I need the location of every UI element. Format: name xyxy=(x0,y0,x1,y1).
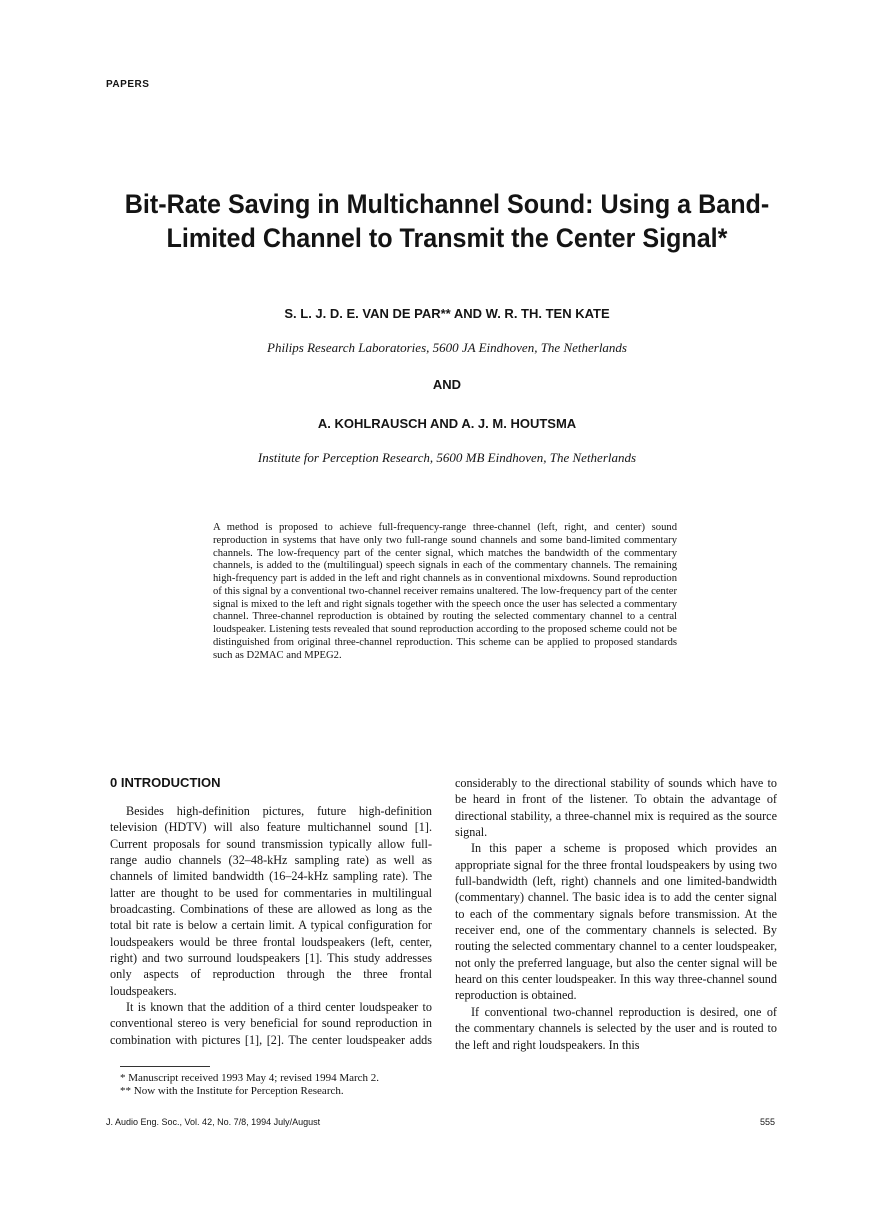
section-heading: 0 INTRODUCTION xyxy=(110,775,221,790)
paper-title: Bit-Rate Saving in Multichannel Sound: Using a Band-Limited Channel to Transmit the Center Signal* xyxy=(124,189,770,253)
body-column-left xyxy=(110,775,432,1048)
abstract: A method is proposed to achieve full-frequency-range three-channel (left, right, and center) sound reproduction in systems that have only two full-range sound channels and some band-limited commentary channels. The low-frequency part of the center signal, which matches the bandwidth of the commentary channels, is added to the (multilingual) speech signals in each of the commentary channels. The remaining high-frequency part is added in the left and right channels as in conventional mixdowns. Sound reproduction of this signal by a conventional two-channel receiver remains unaltered. The low-frequency part of the center signal is mixed to the left and right signals together with the speech once the user has selected a commentary channel. Three-channel reproduction is obtained by routing the selected commentary channel to a central loudspeaker. Listening tests revealed that sound reproduction according to the proposed scheme could not be distinguished from original three-channel reproduction. This scheme can be applied to proposed standards such as D2MAC and MPEG2. xyxy=(213,522,677,661)
paragraph-3: In this paper a scheme is proposed which provides an appropriate signal for the three frontal loudspeakers by using two full-bandwidth (left, right) channels and one limited-bandwidth (commentary) channel. The basic idea is to add the center signal to each of the commentary signals before transmission. At the receiver end, one of the commentary channels is selected. By routing the selected commentary channel to a center loudspeaker, not only the preferred language, but also the center signal will be heard on this center loudspeaker. In this way three-channel sound reproduction is obtained. xyxy=(455,841,777,1003)
authors-group-1: S. L. J. D. E. VAN DE PAR** AND W. R. TH. TEN KATE xyxy=(284,306,610,321)
authors-group-2: A. KOHLRAUSCH AND A. J. M. HOUTSMA xyxy=(317,416,577,431)
footnote-1: * Manuscript received 1993 May 4; revised 1994 March 2. xyxy=(120,1072,380,1084)
footer-journal-citation: J. Audio Eng. Soc., Vol. 42, No. 7/8, 1994 July/August xyxy=(106,1117,321,1127)
paragraph-4: If conventional two-channel reproduction is desired, one of the commentary channels is selected by the user and is routed to the left and right loudspeakers. In this xyxy=(455,1004,777,1052)
affiliation-1: Philips Research Laboratories, 5600 JA Eindhoven, The Netherlands xyxy=(267,340,627,355)
affiliation-2: Institute for Perception Research, 5600 MB Eindhoven, The Netherlands xyxy=(257,450,637,465)
footnote-divider xyxy=(120,1066,210,1067)
footnote-2: ** Now with the Institute for Perception Research. xyxy=(120,1085,344,1097)
paragraph-2: It is known that the addition of a third center loudspeaker to conventional stereo is very beneficial for sound reproduction in combination with pictures [1], [2]. The center loudspeaker adds xyxy=(110,1000,432,1047)
paragraph-1: Besides high-definition pictures, future high-definition television (HDTV) will also feature multichannel sound [1]. Current proposals for sound transmission typically allow full-range audio channels (32–48-kHz sampling rate) as well as channels of limited bandwidth (16–24-kHz sampling rate). The latter are thought to be used for commentaries in multilingual broadcasting. Combinations of these are allowed as long as the total bit rate is below a certain limit. A typical configuration for loudspeakers would be three frontal loudspeakers (left, center, right) and two surround loudspeakers [1]. This study addresses only aspects of reproduction through the three frontal loudspeakers. xyxy=(110,804,432,998)
running-header: PAPERS xyxy=(106,79,150,90)
page-number: 555 xyxy=(760,1117,776,1127)
body-column-right xyxy=(455,775,777,1053)
paragraph-2-continued: considerably to the directional stability of sounds which have to be heard in front of the listener. To obtain the advantage of directional stability, a three-channel mix is required as the source signal. xyxy=(455,776,777,840)
and-separator: AND xyxy=(432,377,462,392)
